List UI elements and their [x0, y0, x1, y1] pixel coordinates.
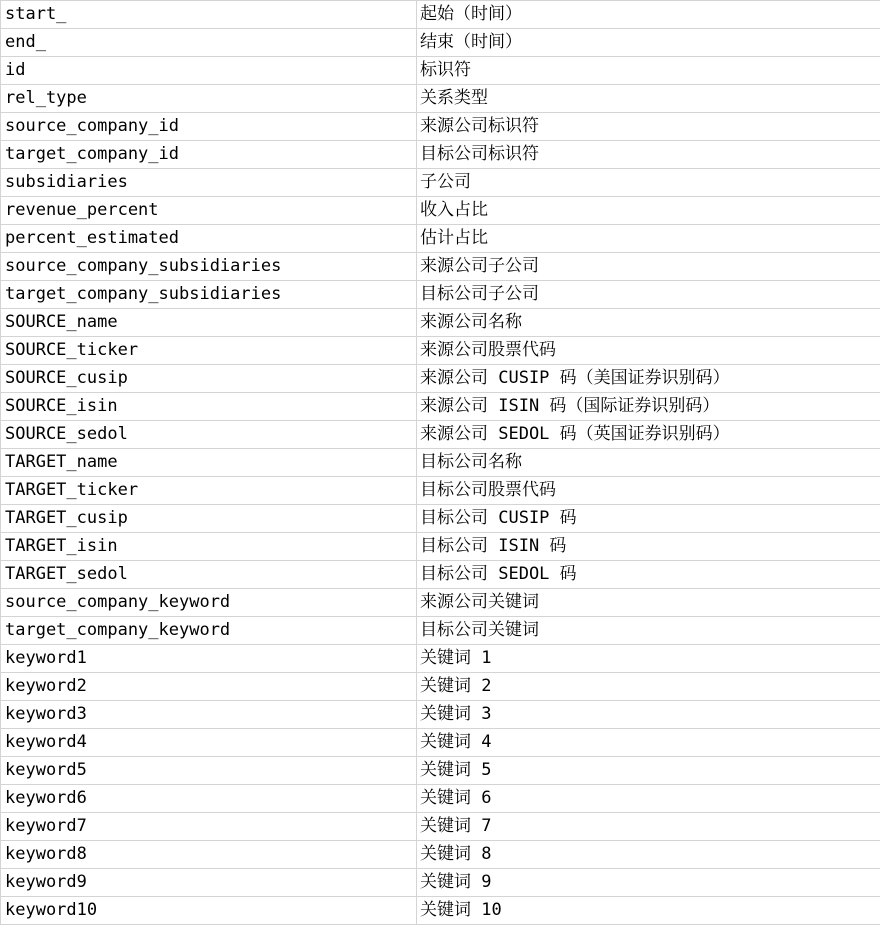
- description-cell[interactable]: 目标公司 ISIN 码: [417, 533, 880, 561]
- table-row: [1, 785, 880, 813]
- field-name-cell[interactable]: keyword1: [1, 645, 417, 673]
- table-row: [1, 169, 880, 197]
- table-row: [1, 673, 880, 701]
- field-name-cell[interactable]: TARGET_cusip: [1, 505, 417, 533]
- field-name-cell[interactable]: TARGET_ticker: [1, 477, 417, 505]
- table-row: [1, 309, 880, 337]
- table-row: [1, 841, 880, 869]
- table-row: [1, 561, 880, 589]
- field-name-cell[interactable]: target_company_keyword: [1, 617, 417, 645]
- table-row: [1, 337, 880, 365]
- description-cell[interactable]: 关键词 7: [417, 813, 880, 841]
- field-name-cell[interactable]: source_company_keyword: [1, 589, 417, 617]
- description-cell[interactable]: 关键词 2: [417, 673, 880, 701]
- description-cell[interactable]: 收入占比: [417, 197, 880, 225]
- field-name-cell[interactable]: SOURCE_cusip: [1, 365, 417, 393]
- table-row: [1, 365, 880, 393]
- table-row: [1, 869, 880, 897]
- description-cell[interactable]: 来源公司 CUSIP 码（美国证券识别码）: [417, 365, 880, 393]
- field-name-cell[interactable]: SOURCE_name: [1, 309, 417, 337]
- description-cell[interactable]: 目标公司子公司: [417, 281, 880, 309]
- field-name-cell[interactable]: TARGET_sedol: [1, 561, 417, 589]
- table-row: [1, 449, 880, 477]
- table-row: [1, 1, 880, 29]
- table-row: [1, 897, 880, 925]
- description-cell[interactable]: 关键词 1: [417, 645, 880, 673]
- table-row: [1, 393, 880, 421]
- table-body: [1, 1, 880, 925]
- description-cell[interactable]: 来源公司关键词: [417, 589, 880, 617]
- description-cell[interactable]: 来源公司股票代码: [417, 337, 880, 365]
- description-cell[interactable]: 起始（时间）: [417, 1, 880, 29]
- table-row: [1, 701, 880, 729]
- field-name-cell[interactable]: keyword3: [1, 701, 417, 729]
- description-cell[interactable]: 关键词 6: [417, 785, 880, 813]
- description-cell[interactable]: 目标公司股票代码: [417, 477, 880, 505]
- description-cell[interactable]: 目标公司标识符: [417, 141, 880, 169]
- description-cell[interactable]: 来源公司名称: [417, 309, 880, 337]
- description-cell[interactable]: 目标公司关键词: [417, 617, 880, 645]
- table-row: [1, 141, 880, 169]
- field-name-cell[interactable]: keyword4: [1, 729, 417, 757]
- table-row: [1, 281, 880, 309]
- field-name-cell[interactable]: target_company_id: [1, 141, 417, 169]
- field-name-cell[interactable]: id: [1, 57, 417, 85]
- table-row: [1, 421, 880, 449]
- description-cell[interactable]: 目标公司名称: [417, 449, 880, 477]
- field-name-cell[interactable]: subsidiaries: [1, 169, 417, 197]
- field-name-cell[interactable]: source_company_id: [1, 113, 417, 141]
- table-row: [1, 225, 880, 253]
- field-name-cell[interactable]: source_company_subsidiaries: [1, 253, 417, 281]
- table-row: [1, 757, 880, 785]
- description-cell[interactable]: 关键词 9: [417, 869, 880, 897]
- table-row: [1, 533, 880, 561]
- field-name-cell[interactable]: keyword7: [1, 813, 417, 841]
- description-cell[interactable]: 关键词 5: [417, 757, 880, 785]
- field-name-cell[interactable]: TARGET_name: [1, 449, 417, 477]
- description-cell[interactable]: 来源公司 ISIN 码（国际证券识别码）: [417, 393, 880, 421]
- description-cell[interactable]: 来源公司 SEDOL 码（英国证券识别码）: [417, 421, 880, 449]
- field-name-cell[interactable]: TARGET_isin: [1, 533, 417, 561]
- description-cell[interactable]: 关系类型: [417, 85, 880, 113]
- table-row: [1, 645, 880, 673]
- description-cell[interactable]: 目标公司 CUSIP 码: [417, 505, 880, 533]
- field-name-cell[interactable]: keyword10: [1, 897, 417, 925]
- table-row: [1, 505, 880, 533]
- description-cell[interactable]: 关键词 3: [417, 701, 880, 729]
- table-row: [1, 113, 880, 141]
- field-name-cell[interactable]: revenue_percent: [1, 197, 417, 225]
- description-cell[interactable]: 标识符: [417, 57, 880, 85]
- description-cell[interactable]: 结束（时间）: [417, 29, 880, 57]
- table-row: [1, 477, 880, 505]
- description-cell[interactable]: 关键词 4: [417, 729, 880, 757]
- table-row: [1, 197, 880, 225]
- table-row: [1, 617, 880, 645]
- field-name-cell[interactable]: target_company_subsidiaries: [1, 281, 417, 309]
- field-name-cell[interactable]: rel_type: [1, 85, 417, 113]
- table-row: [1, 253, 880, 281]
- description-cell[interactable]: 子公司: [417, 169, 880, 197]
- field-name-cell[interactable]: SOURCE_sedol: [1, 421, 417, 449]
- field-name-cell[interactable]: keyword2: [1, 673, 417, 701]
- field-name-cell[interactable]: keyword8: [1, 841, 417, 869]
- field-name-cell[interactable]: SOURCE_ticker: [1, 337, 417, 365]
- field-name-cell[interactable]: keyword9: [1, 869, 417, 897]
- table-row: [1, 589, 880, 617]
- description-cell[interactable]: 关键词 10: [417, 897, 880, 925]
- field-name-cell[interactable]: keyword5: [1, 757, 417, 785]
- table-row: [1, 729, 880, 757]
- description-cell[interactable]: 关键词 8: [417, 841, 880, 869]
- description-cell[interactable]: 来源公司子公司: [417, 253, 880, 281]
- description-cell[interactable]: 目标公司 SEDOL 码: [417, 561, 880, 589]
- table-row: [1, 813, 880, 841]
- description-cell[interactable]: 来源公司标识符: [417, 113, 880, 141]
- field-name-cell[interactable]: end_: [1, 29, 417, 57]
- table-row: [1, 85, 880, 113]
- field-name-cell[interactable]: SOURCE_isin: [1, 393, 417, 421]
- field-name-cell[interactable]: start_: [1, 1, 417, 29]
- table-row: [1, 29, 880, 57]
- field-name-cell[interactable]: keyword6: [1, 785, 417, 813]
- field-name-cell[interactable]: percent_estimated: [1, 225, 417, 253]
- table-row: [1, 57, 880, 85]
- description-cell[interactable]: 估计占比: [417, 225, 880, 253]
